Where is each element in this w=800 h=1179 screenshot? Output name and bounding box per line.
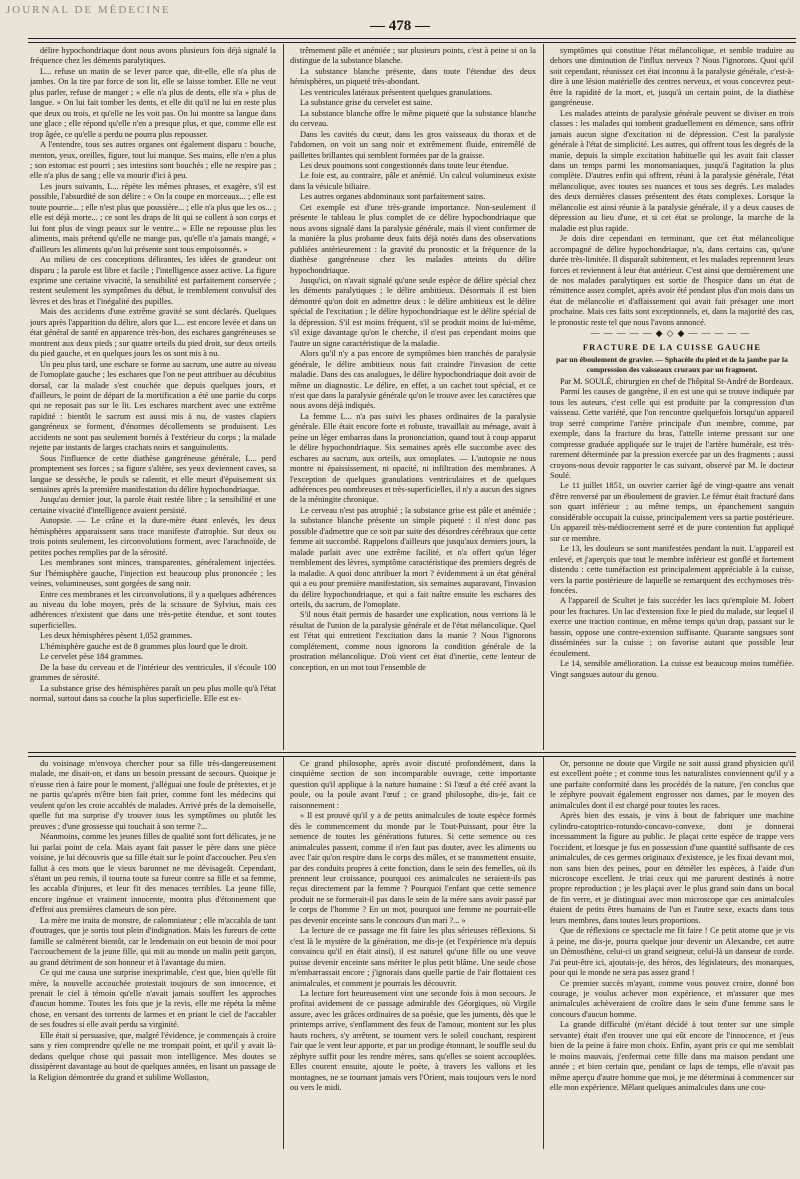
paragraph: La substance grise du cervelet est saine. [300, 98, 433, 108]
paragraph: La substance blanche présente, dans toute l'étendue des deux hémisphères, un piqueté très-abondant. [290, 66, 536, 87]
paragraph: Entre ces membranes et les circonvolutions, il y a quelques adhérences au niveau du lobe moyen, près de la scissure de Sylvius, mais ces adhérences n'existent que dans une très-petite étendue, et sont toutes superficielles. [30, 589, 276, 630]
top-column-3 [550, 46, 794, 748]
paragraph: délire hypochondriaque dont nous avons plusieurs fois déjà signalé la fréquence chez les déments paralytiques. [30, 46, 276, 66]
paragraph: Néanmoins, comme les jeunes filles de qualité sont fort délicates, je ne lui parlai point de cela. Mais ayant fait passer le père dans une pièce voisine, je lui découvris que sa fille était sur le point d'accoucher. Peu s'en fallut à ces mots que le vieux baronnet ne me dévisageât. Cependant, s'étant un peu remis, il tourna toute sa fureur contre sa fille et sa femme, les accabla d'injures, et leur fit des menaces terribles. La jeune fille, encore ingénue et vraiment innocente, montra plus d'étonnement que d'effroi aux premières clameurs de son père. [30, 832, 276, 915]
paragraph: Le cervelet pèse 184 grammes. [40, 652, 143, 662]
paragraph: Dans les cavités du cœur, dans les gros vaisseaux du thorax et de l'abdomen, on voit un sang noir et extrêmement fluide, entremêlé de paillettes brillantes qui semblent formées par de la graisse. [290, 129, 536, 160]
paragraph: symptômes qui constitue l'état mélancolique, et semble traduire au dehors une diminution de l'influx nerveux ? Nous l'ignorons. Quoi qu'il soit cependant, réunissez cet état inconnu à la paralysie générale, c'est-à-dire à une lésion matérielle des centres nerveux, et vous concevrez peut-être la rapidité de la mort, et, jusqu'à un certain point, de la diathèse gangréneuse. [550, 46, 794, 108]
paragraph: De la base du cerveau et de l'intérieur des ventricules, il s'écoule 100 grammes de sérosité. [30, 662, 276, 683]
column-divider [543, 44, 544, 750]
paragraph: Jusqu'au dernier jour, la parole était restée libre ; la sensibilité et une certaine vivacité d'intelligence avaient persisté. [30, 495, 276, 515]
paragraph: La substance grise des hémisphères paraît un peu plus molle qu'à l'état normal, surtout dans sa couche la plus superficielle. Elle est ex- [30, 683, 276, 704]
top-column-2 [290, 46, 536, 748]
paragraph: Jusqu'ici, on n'avait signalé qu'une seule espèce de délire spécial chez les déments paralytiques ; le délire ambitieux. Désormais il est bien démontré qu'on doit en admettre deux : le délire ambitieux est le délire spécial de l'excitation ; le délire hypochondriaque est le délire spécial de la dépression. S'il est moins fréquent, s'il se produit moins de lui-même, s'il exige davantage qu'on le cherche, il n'est pas cependant moins que l'autre un signe caractéristique de la maladie. [290, 275, 536, 348]
paragraph: Cet exemple est d'une très-grande importance. Non-seulement il présente le tableau le plus complet de ce délire hypochondriaque que nous avons signalé dans la paralysie générale, mais il vient confirmer de la manière la plus probante deux faits déjà notés dans des observations publiées antérieurement : la gravité du pronostic et la fréquence de la diathèse gangréneuse chez les malades atteints du délire hypochondriaque. [290, 202, 536, 275]
paragraph: La lecture fort heureusement vint une seconde fois à mon secours. Je profitai avidement de ce passage admirable des Géorgiques, où Virgile assure, avec les grâces ordinaires de sa poésie, que les juments, dès que le printemps arrive, s'enflamment des feux de l'amour, montent sur les plus hauts rochers, s'y arrêtent, se tournent vers le soleil couchant, respirent l'air que le vent leur apporte, et par un prodige étonnant, le souffle seul du zéphyre suffit pour les rendre mères, sans qu'elles se soient accouplées. Elles courent ensuite, ajoute le poète, à travers les vallons et les montagnes, ne se tournant jamais vers l'Orient, mais toujours vers le nord ou vers le midi. [290, 988, 536, 1093]
paragraph: Les ventricules latéraux présentent quelques granulations. [300, 87, 493, 97]
paragraph: Par M. SOULÉ, chirurgien en chef de l'hôpital St-André de Bordeaux. [560, 376, 794, 386]
article-title: FRACTURE DE LA CUISSE GAUCHE [582, 342, 762, 352]
paragraph: S'il nous était permis de hasarder une explication, nous verrions là le résultat de l'union de la paralysie générale et de l'état mélancolique. Quel est l'état qui entretient l'excitation dans la manie ? Nous l'ignorons complétement, comme nous ignorons la condition générale de la prostration mélancolique. D'où vient cet état d'inertie, cette lenteur de conception, en un mot tout l'ensemble de [290, 610, 536, 672]
paragraph: La lecture de ce passage me fit faire les plus sérieuses réflexions. Si c'est là le mystère de la génération, me dis-je (et l'expérience m'a depuis convaincu qu'il en était ainsi), il est naturel qu'une fille ou une veuve puisse devenir enceinte sans mériter le plus petit blâme. Une seule chose m'embarrassait encore ; j'ignorais dans quelle partie de l'air flottaient ces animalcules, et comment je pourrais les découvrir. [290, 926, 536, 988]
column-divider [283, 757, 284, 1149]
paragraph: Les autres organes abdominaux sont parfaitement sains. [300, 192, 486, 202]
paragraph: Le 11 juillet 1851, un ouvrier carrier âgé de vingt-quatre ans venait d'être renversé par un éboulement de gravier. Le fémur était fracturé dans son quart inférieur ; au même temps, un épanchement sanguin considérable occupait la cuisse, principalement vers sa partie postérieure. Un appareil très-médiocrement serré et de pure contention fut appliqué sur ce membre. [550, 481, 794, 543]
paragraph: Parmi les causes de gangrène, il en est une qui se trouve indiquée par tous les auteurs, c'est celle qui est produite par la compression d'un vaisseau. Cette variété, que l'on rencontre quelquefois lorsqu'un appareil trop serré comprime l'artère principale d'un membre, comme, par exemple, dans la fracture du bras, l'attelle interne pressant sur une compresse graduée appliquée sur le trajet de l'artère humérale, est très-rarement déterminée par la pression exercée par un des fragments ; aussi croyons-nous devoir rapporter le cas suivant, observé par M. le docteur Soulé. [550, 387, 794, 481]
paragraph: A l'appareil de Scultet je fais succéder les lacs qu'emploie M. Jobert pour les fractures. Un lac d'extension fixe le pied du malade, sur lequel il exerce une traction continue, en même temps qu'un drap, passant sur le bassin, oppose une contre-extension suffisante. Quarante sangsues sont disséminées sur la cuisse ; on favorise autant que possible leur écoulement. [550, 596, 794, 658]
paragraph: Je dois dire cependant en terminant, que cet état mélancolique accompagné de délire hypochondriaque, n'a, dans certains cas, qu'une durée très-limitée. Il disparaît subitement, et les malades reprennent leurs forces et reviennent à leur état antérieur. C'est ainsi que dernièrement une de nos malades paralytiques est sortie de l'hospice dans un état de rémittence assez complet, après avoir été pendant plus d'un mois dans un état de mélancolie et d'affaissement qui avait fait présager une mort prochaine. Mais ces faits sont exceptionnels, et, dans la majorité des cas, le pronostic reste tel que nous l'avons annoncé. [550, 234, 794, 327]
paragraph: Un peu plus tard, une eschare se forme au sacrum, une autre au niveau de l'omoplate gauche ; les eschares que l'on ne peut attribuer au décubitus dorsal, car la malade s'est couchée que depuis quelques jours, et d'ailleurs, le point de départ de la mortification a été une partie du corps qui ne reposait pas sur le lit. Les eschares marchent avec une extrême rapidité : bientôt le sacrum est aussi mis à nu, de vastes clapiers gangréneux se forment, d'énormes décollements se produisent. Les accidents ne sont pas seulement bornés à l'extérieur du corps ; la malade rejette par instants de larges crachats noirs et sanguinolents. [30, 359, 276, 453]
paragraph: Ce grand philosophe, après avoir discuté profondément, dans la cinquième section de son incomparable ouvrage, cette importante question qu'il applique à la nature humaine : Si l'œuf a été créé avant la poule, ou la poule avant l'œuf ; ce grand philosophe, dis-je, fait ce raisonnement : [290, 759, 536, 810]
column-divider [283, 44, 284, 750]
bottom-column-2 [290, 759, 536, 1149]
article-subtitle: par un éboulement de gravier. — Sphacèle du pied et de la jambe par la compression des vaisseaux cruraux par un fragment. [556, 355, 788, 374]
paragraph: Les jours suivants, L... répète les mêmes phrases, et exagère, s'il est possible, l'absurdité de son délire : « On la coupe en morceaux... ; elle est toute pourrie... ; elle n'est plus que poussière... ; elle n'a plus que les os... ; elle est déjà morte... ; ce sont les draps de lit qui se collent à son corps et lui font plus de vingt peaux sur le ventre... » Elle ne repousse plus les aliments, mais prétend qu'elle ne mange pas, qu'elle n'a jamais mangé, « d'ailleurs les aliments qu'on lui présente sont tous empoisonnés. » [30, 181, 276, 254]
paragraph: La grande difficulté (m'étant décidé à tout tenter sur une simple servante) était d'en trouver une qui eût encore de l'innocence, et j'eus bien de la peine à faire mon choix. Enfin, ayant pris ce qui me semblait le moins mauvais, j'enfermai cette fille dans ma maison pendant une année ; et bien certain que, pendant ce laps de temps, elle n'avait pas même aperçu d'autre homme que moi, je me déterminai à commencer sur elle mon expérience. Mêlant quelques animalcules dans une cou- [550, 1020, 794, 1093]
bottom-column-1 [30, 759, 276, 1149]
paragraph: Les membranes sont minces, transparentes, généralement injectées. Sur l'hémisphère gauche, l'injection est beaucoup plus prononcée ; les veines, volumineuses, sont gorgées de sang noir. [30, 558, 276, 589]
column-divider [543, 757, 544, 1149]
paragraph: Le cerveau n'est pas atrophié ; la substance grise est pâle et anémiée ; la substance blanche présente un simple piqueté : il n'est donc pas possible d'admettre que ce soit par suite des désordres cérébraux que cette femme ait succombé. Rappelons d'ailleurs que jusqu'aux derniers jours, la malade parlait avec une extrême facilité, et n'a offert qu'un léger tremblement des lèvres, symptôme caractéristique des premiers degrés de la maladie. A quoi donc attribuer la mort ? évidemment à un état général qui a eu pour première manifestation, six semaines auparavant, l'invasion du délire hypochondriaque, et qui a fait naître ensuite les eschares des orteils, du sacrum, de l'omoplate. [290, 505, 536, 610]
paragraph: « Il est prouvé qu'il y a de petits animalcules de toute espèce formés dès le commencement du monde par le Tout-Puissant, pour être la semence de toutes les générations futures. Si cette semence ou ces animalcules passent, comme il n'en faut pas douter, avec les aliments ou avec l'air qu'on respire dans le corps des mâles, et se transmettent ensuite, par des conduits propres à cette fonction, dans le sein des femelles, où ils prennent leur croissance, pourquoi ces animalcules ne seraient-ils pas reçus directement par la femme ? Pourquoi l'enfant que cette semence produit ne se formerait-il pas dans le sein de la mère sans avoir passé par le corps de l'homme ? En un mot, pourquoi une femme ne pourrait-elle pas devenir enceinte sans le concours d'un mari ?... » [290, 811, 536, 925]
paragraph: La substance blanche offre le même piqueté que la substance blanche du cerveau. [290, 108, 536, 129]
paragraph: Sous l'influence de cette diathèse gangréneuse générale, L... perd promptement ses forces ; sa figure s'altère, ses yeux deviennent caves, sa langue se dessèche, le pouls se ralentit, et elle meurt d'épuisement six semaines après la première manifestation du délire hypochondriaque. [30, 453, 276, 495]
running-header: JOURNAL DE MÉDECINE [6, 4, 171, 16]
paragraph: Or, personne ne doute que Virgile ne soit aussi grand physicien qu'il est excellent poète ; et comme tous les naturalistes conviennent qu'il y a une parfaite conformité dans les procédés de la nature, j'en conclus que le zéphyre pouvait également engrosser nos dames, par le moyen des animalcules dont il est chargé pour toutes les races. [550, 759, 794, 810]
paragraph: Ce premier succès m'ayant, comme vous pouvez croire, donné bon courage, je voulus achever mon expérience, et m'assurer que mes animalcules achèveraient de croître dans le sein d'une femme sans le concours d'aucun homme. [550, 978, 794, 1019]
paragraph: Que de réflexions ce spectacle me fit faire ! Ce petit atome que je vis à peine, me dis-je, pourra quelque jour devenir un Alexandre, cet autre un Démosthène, celui-ci un grand seigneur, celui-là un danseur de corde. J'ai peut-être ici, ajoutais-je, des héros, des législateurs, des monarques, pour qui le monde ne sera pas assez grand ! [550, 926, 794, 978]
bottom-column-3 [550, 759, 794, 1149]
paragraph: du voisinage m'envoya chercher pour sa fille très-dangereusement malade, me disait-on, et dans un besoin pressant de secours. Quoique je n'eusse rien à faire pour le moment, j'alléguai une foule de prétextes, et je ne partis qu'après m'être bien fait prier, comme font les médecins qui veulent qu'on les croie accablés de malades. Arrivé près de la demoiselle, quelle fut ma surprise d'y trouver tous les symptômes ou plutôt les preuves ; d'une grossesse qui touchait à son terme ?... [30, 759, 276, 831]
paragraph: La mère me traita de monstre, de calomniateur ; elle m'accabla de tant d'outrages, que je sortis tout plein d'indignation. Mais les fureurs de cette famille se calmèrent bientôt, car le lendemain on eut besoin de moi pour l'accouchement de la jeune fille, qui mit au monde un malin petit garçon, au grand détriment de son honneur et à l'avantage du mien. [30, 915, 276, 967]
paragraph: Mais des accidents d'une extrême gravité se sont déclarés. Quelques jours après l'apparition du délire, alors que L... est encore levée et dans un état général de santé en apparence très-bon, des eschares gangréneuses se montrent aux deux pieds ; sur quatre orteils du pied droit, sur deux orteils du pied gauche, et en quelques jours les os sont mis à nu. [30, 307, 276, 359]
paragraph: Le foie est, au contraire, pâle et anémié. Un calcul volumineux existe dans la vésicule biliaire. [290, 171, 536, 191]
paragraph: Les malades atteints de paralysie générale peuvent se diviser en trois classes : les malades qui tombent graduellement en démence, sans offrir jamais aucun signe d'excitation ni de dépression. C'est la paralysie générale à l'état de simplicité. Les autres, qui offrent tous les degrés de la manie, depuis la simple excitation habituelle qui les avait fait classer dans un temps parmi les monomaniaques, jusqu'à l'agitation la plus complète. D'autres enfin qui offrent, réuni à la paralysie générale, l'état mélancolique, avec toutes ses nuances et tous ses degrés. Les malades des deux dernières classes présentent des états complexes. Lorsque la mélancolie est ainsi réunie à la paralysie générale, il y a deux causes de dépression au lieu d'une, et si cet état se prolonge, la marche de la maladie est plus rapide. [550, 108, 794, 233]
paragraph: Ce qui me causa une surprise inexprimable, c'est que, bien qu'elle fût mère, la nouvelle accouchée protestait toujours de son innocence, et prenait le ciel à témoin qu'elle n'avait jamais souffert les approches d'aucun homme. Toutes les fois que je la revis, elle me répéta la même chose, en versant des torrents de larmes et en priant le ciel de l'accabler de ses foudres si elle avait perdu sa virginité. [30, 968, 276, 1030]
paragraph: Autopsie. — Le crâne et la dure-mère étant enlevés, les deux hémisphères apparaissent sans trace manifeste d'atrophie. Sur deux ou trois points seulement, les circonvolutions forment, avec l'arachnoïde, de petites poches remplies par de la sérosité. [30, 516, 276, 557]
paragraph: Alors qu'il n'y a pas encore de symptômes bien tranchés de paralysie générale, le délire ambitieux nous fait craindre l'invasion de cette maladie. Dans des cas analogues, le délire hypochondriaque doit avoir de même un diagnostic. Le délire, en effet, a un cachet tout spécial, et ce n'est que dans la paralysie générale qu'on le trouve avec les caractères que nous avons déjà indiqués. [290, 349, 536, 411]
paragraph: La femme L... n'a pas suivi les phases ordinaires de la paralysie générale. Elle était encore forte et robuste, travaillait au ménage, avait à peine un léger embarras dans la prononciation, quand tout à coup apparut le délire hypochondriaque. Six semaines après elle succombe avec des eschares au sacrum, aux orteils, aux omoplates. — L'autopsie ne nous montre ni épaississement, ni opacité, ni infiltration des membranes. A l'exception de quelques granulations ventriculaires et de quelques adhérences peu nombreuses et très-superficielles, il n'y a aucun des signes de la méningite chronique. [290, 411, 536, 505]
paragraph: Après bien des essais, je vins à bout de fabriquer une machine cylindro-catoptrico-rotundo-concavo-convexe, dont je donnerai incessamment la figure au public. Je plaçai cette espèce de trappe vers l'occident, et lorsque je fus en possession d'une quantité suffisante de ces animalcules, de ces germes originaux d'existence, je les fixai devant moi, non sans bien des peines, pour en démêler les espèces, à l'aide d'un microscope excellent. Je triai ceux qui me parurent destinés à notre propre reproduction ; je les plaçai avec le plus grand soin dans un bocal de fin verre, et je distinguai avec mon microscope que ces animalcules étaient de petits êtres humains de l'un et l'autre sexe, exacts dans tous leurs membres, dans toutes leurs proportions. [550, 811, 794, 925]
paragraph: trêmement pâle et anémiée ; sur plusieurs points, c'est à peine si on la distingue de la substance blanche. [290, 46, 536, 66]
paragraph: L... refuse un matin de se lever parce que, dit-elle, elle n'a plus de jambes. On la tire par force de son lit, elle se laisse tomber. Elle ne veut plus parler, refuse de manger ; « elle n'a plus de dents, elle n'a » plus de langue. » On lui fait tomber les dents, et elle dit qu'il ne lui en reste plus que deux ou trois, et qu'elle ne les voit pas. On lui montre sa langue dans une glace ; elle répond qu'elle n'en a presque plus, et que, comme elle est trop âgée, ce qu'elle a perdu ne pourra plus repousser. [30, 66, 276, 139]
top-double-rule [28, 38, 796, 43]
paragraph: Au milieu de ces conceptions délirantes, les idées de grandeur ont disparu ; la parole est libre et facile ; l'intelligence assez active. La figure exprime une certaine vivacité, la sensibilité est parfaitement conservée ; restent seulement les symptômes du début, le tremblement convulsif des lèvres et des bras et l'inégalité des pupilles. [30, 255, 276, 306]
paragraph: Elle était si persuasive, que, malgré l'évidence, je commençais à croire sans y rien comprendre qu'elle ne me trompait point, et qu'il y avait là-dedans quelque chose qui passait mon intelligence. Mes doutes se dissipèrent davantage au bout de quelques années, en lisant un passage de la Religion démontrée du grand et sublime Wollaston, [30, 1030, 276, 1082]
paragraph: Les deux poumons sont congestionnés dans toute leur étendue. [300, 160, 509, 170]
paragraph: Les deux hémisphères pèsent 1,052 grammes. [40, 631, 193, 641]
feuilleton-double-rule [28, 752, 796, 757]
top-column-1 [30, 46, 276, 748]
paragraph: Le 13, les douleurs se sont manifestées pendant la nuit. L'appareil est enlevé, et j'aperçois que tout le membre inférieur est gonflé et fortement distendu : cette tuméfaction est principalement appréciable à la cuisse, vers la partie postérieure de laquelle se remarquent des ecchymoses très-foncées. [550, 544, 794, 596]
page-margin-bottom [28, 1150, 796, 1170]
section-ornament: —————◆◇◆————— [590, 328, 754, 339]
paragraph: L'hémisphère gauche est de 8 grammes plus lourd que le droit. [40, 641, 248, 651]
paragraph: A l'entendre, tous ses autres organes ont également disparu : bouche, menton, yeux, oreilles, figure, tout lui manque. Ses mains, elle n'en a plus ; son estomac est pourri ; ses intestins sont bouchés ; elle ne respire pas ; elle n'a plus de sang ; elle va mourir d'ici à peu. [30, 140, 276, 181]
paragraph: Le 14, sensible amélioration. La cuisse est beaucoup moins tuméfiée. Vingt sangsues autour du genou. [550, 659, 794, 679]
page-number: — 478 — [370, 18, 430, 34]
